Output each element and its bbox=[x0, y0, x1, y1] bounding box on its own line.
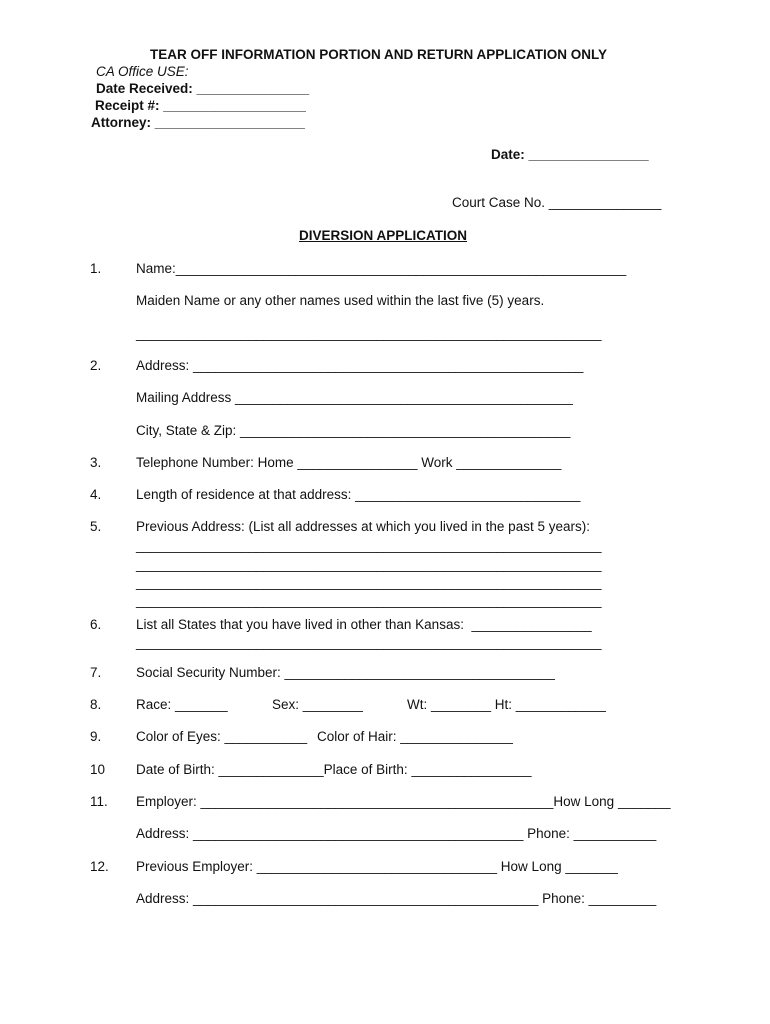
tear-off-title: TEAR OFF INFORMATION PORTION AND RETURN APPLICATION ONLY bbox=[150, 47, 607, 62]
states-lived-field[interactable]: List all States that you have lived in other than Kansas: ________________ bbox=[136, 617, 592, 632]
item-number: 8. bbox=[90, 697, 102, 712]
ssn-field[interactable]: Social Security Number: ____________________________________ bbox=[136, 665, 555, 680]
item-number: 2. bbox=[90, 358, 102, 373]
receipt-field[interactable]: Receipt #: ___________________ bbox=[95, 98, 306, 113]
residence-length-field[interactable]: Length of residence at that address: ______________________________ bbox=[136, 487, 581, 502]
employer-field[interactable]: Employer: _______________________________________________How Long _______ bbox=[136, 794, 671, 809]
form-title: DIVERSION APPLICATION bbox=[299, 228, 468, 243]
item-number: 9. bbox=[90, 729, 102, 744]
race-field[interactable]: Race: _______ bbox=[136, 697, 228, 712]
item-number: 11. bbox=[90, 794, 108, 809]
weight-height-field[interactable]: Wt: ________ Ht: ____________ bbox=[407, 697, 606, 712]
eye-color-field[interactable]: Color of Eyes: ___________ bbox=[136, 729, 308, 744]
previous-address-line[interactable]: ______________________________________________________________ bbox=[136, 575, 602, 590]
previous-address-label: Previous Address: (List all addresses at which you lived in the past 5 years): bbox=[136, 519, 590, 534]
item-number: 10 bbox=[90, 762, 106, 777]
item-number: 1. bbox=[90, 261, 102, 276]
address-field[interactable]: Address: ____________________________________________________ bbox=[136, 358, 584, 373]
states-lived-line[interactable]: ______________________________________________________________ bbox=[136, 635, 602, 650]
ca-office-label: CA Office USE: bbox=[96, 64, 189, 79]
mailing-address-field[interactable]: Mailing Address _____________________________________________ bbox=[136, 390, 573, 405]
employer-address-field[interactable]: Address: ____________________________________________ Phone: ___________ bbox=[136, 826, 657, 841]
court-case-field[interactable]: Court Case No. _______________ bbox=[452, 195, 662, 210]
item-number: 5. bbox=[90, 519, 102, 534]
item-number: 7. bbox=[90, 665, 102, 680]
sex-field[interactable]: Sex: ________ bbox=[272, 697, 363, 712]
previous-address-line[interactable]: ______________________________________________________________ bbox=[136, 593, 602, 608]
birth-field[interactable]: Date of Birth: ______________Place of Birth: ________________ bbox=[136, 762, 532, 777]
previous-employer-field[interactable]: Previous Employer: ________________________________ How Long _______ bbox=[136, 859, 618, 874]
attorney-field[interactable]: Attorney: ____________________ bbox=[91, 115, 305, 130]
date-received-field[interactable]: Date Received: _______________ bbox=[96, 81, 310, 96]
telephone-field[interactable]: Telephone Number: Home ________________ Work ______________ bbox=[136, 455, 562, 470]
previous-address-line[interactable]: ______________________________________________________________ bbox=[136, 557, 602, 572]
previous-employer-address-field[interactable]: Address: ______________________________________________ Phone: _________ bbox=[136, 891, 657, 906]
item-number: 3. bbox=[90, 455, 102, 470]
date-field[interactable]: Date: ________________ bbox=[491, 147, 649, 162]
previous-address-line[interactable]: ______________________________________________________________ bbox=[136, 538, 602, 553]
maiden-name-label: Maiden Name or any other names used within the last five (5) years. bbox=[136, 293, 545, 308]
name-field[interactable]: Name:____________________________________________________________ bbox=[136, 261, 627, 276]
hair-color-field[interactable]: Color of Hair: _______________ bbox=[317, 729, 513, 744]
maiden-name-line[interactable]: ______________________________________________________________ bbox=[136, 326, 602, 341]
item-number: 4. bbox=[90, 487, 102, 502]
city-state-zip-field[interactable]: City, State & Zip: ____________________________________________ bbox=[136, 423, 571, 438]
item-number: 6. bbox=[90, 617, 102, 632]
item-number: 12. bbox=[90, 859, 109, 874]
